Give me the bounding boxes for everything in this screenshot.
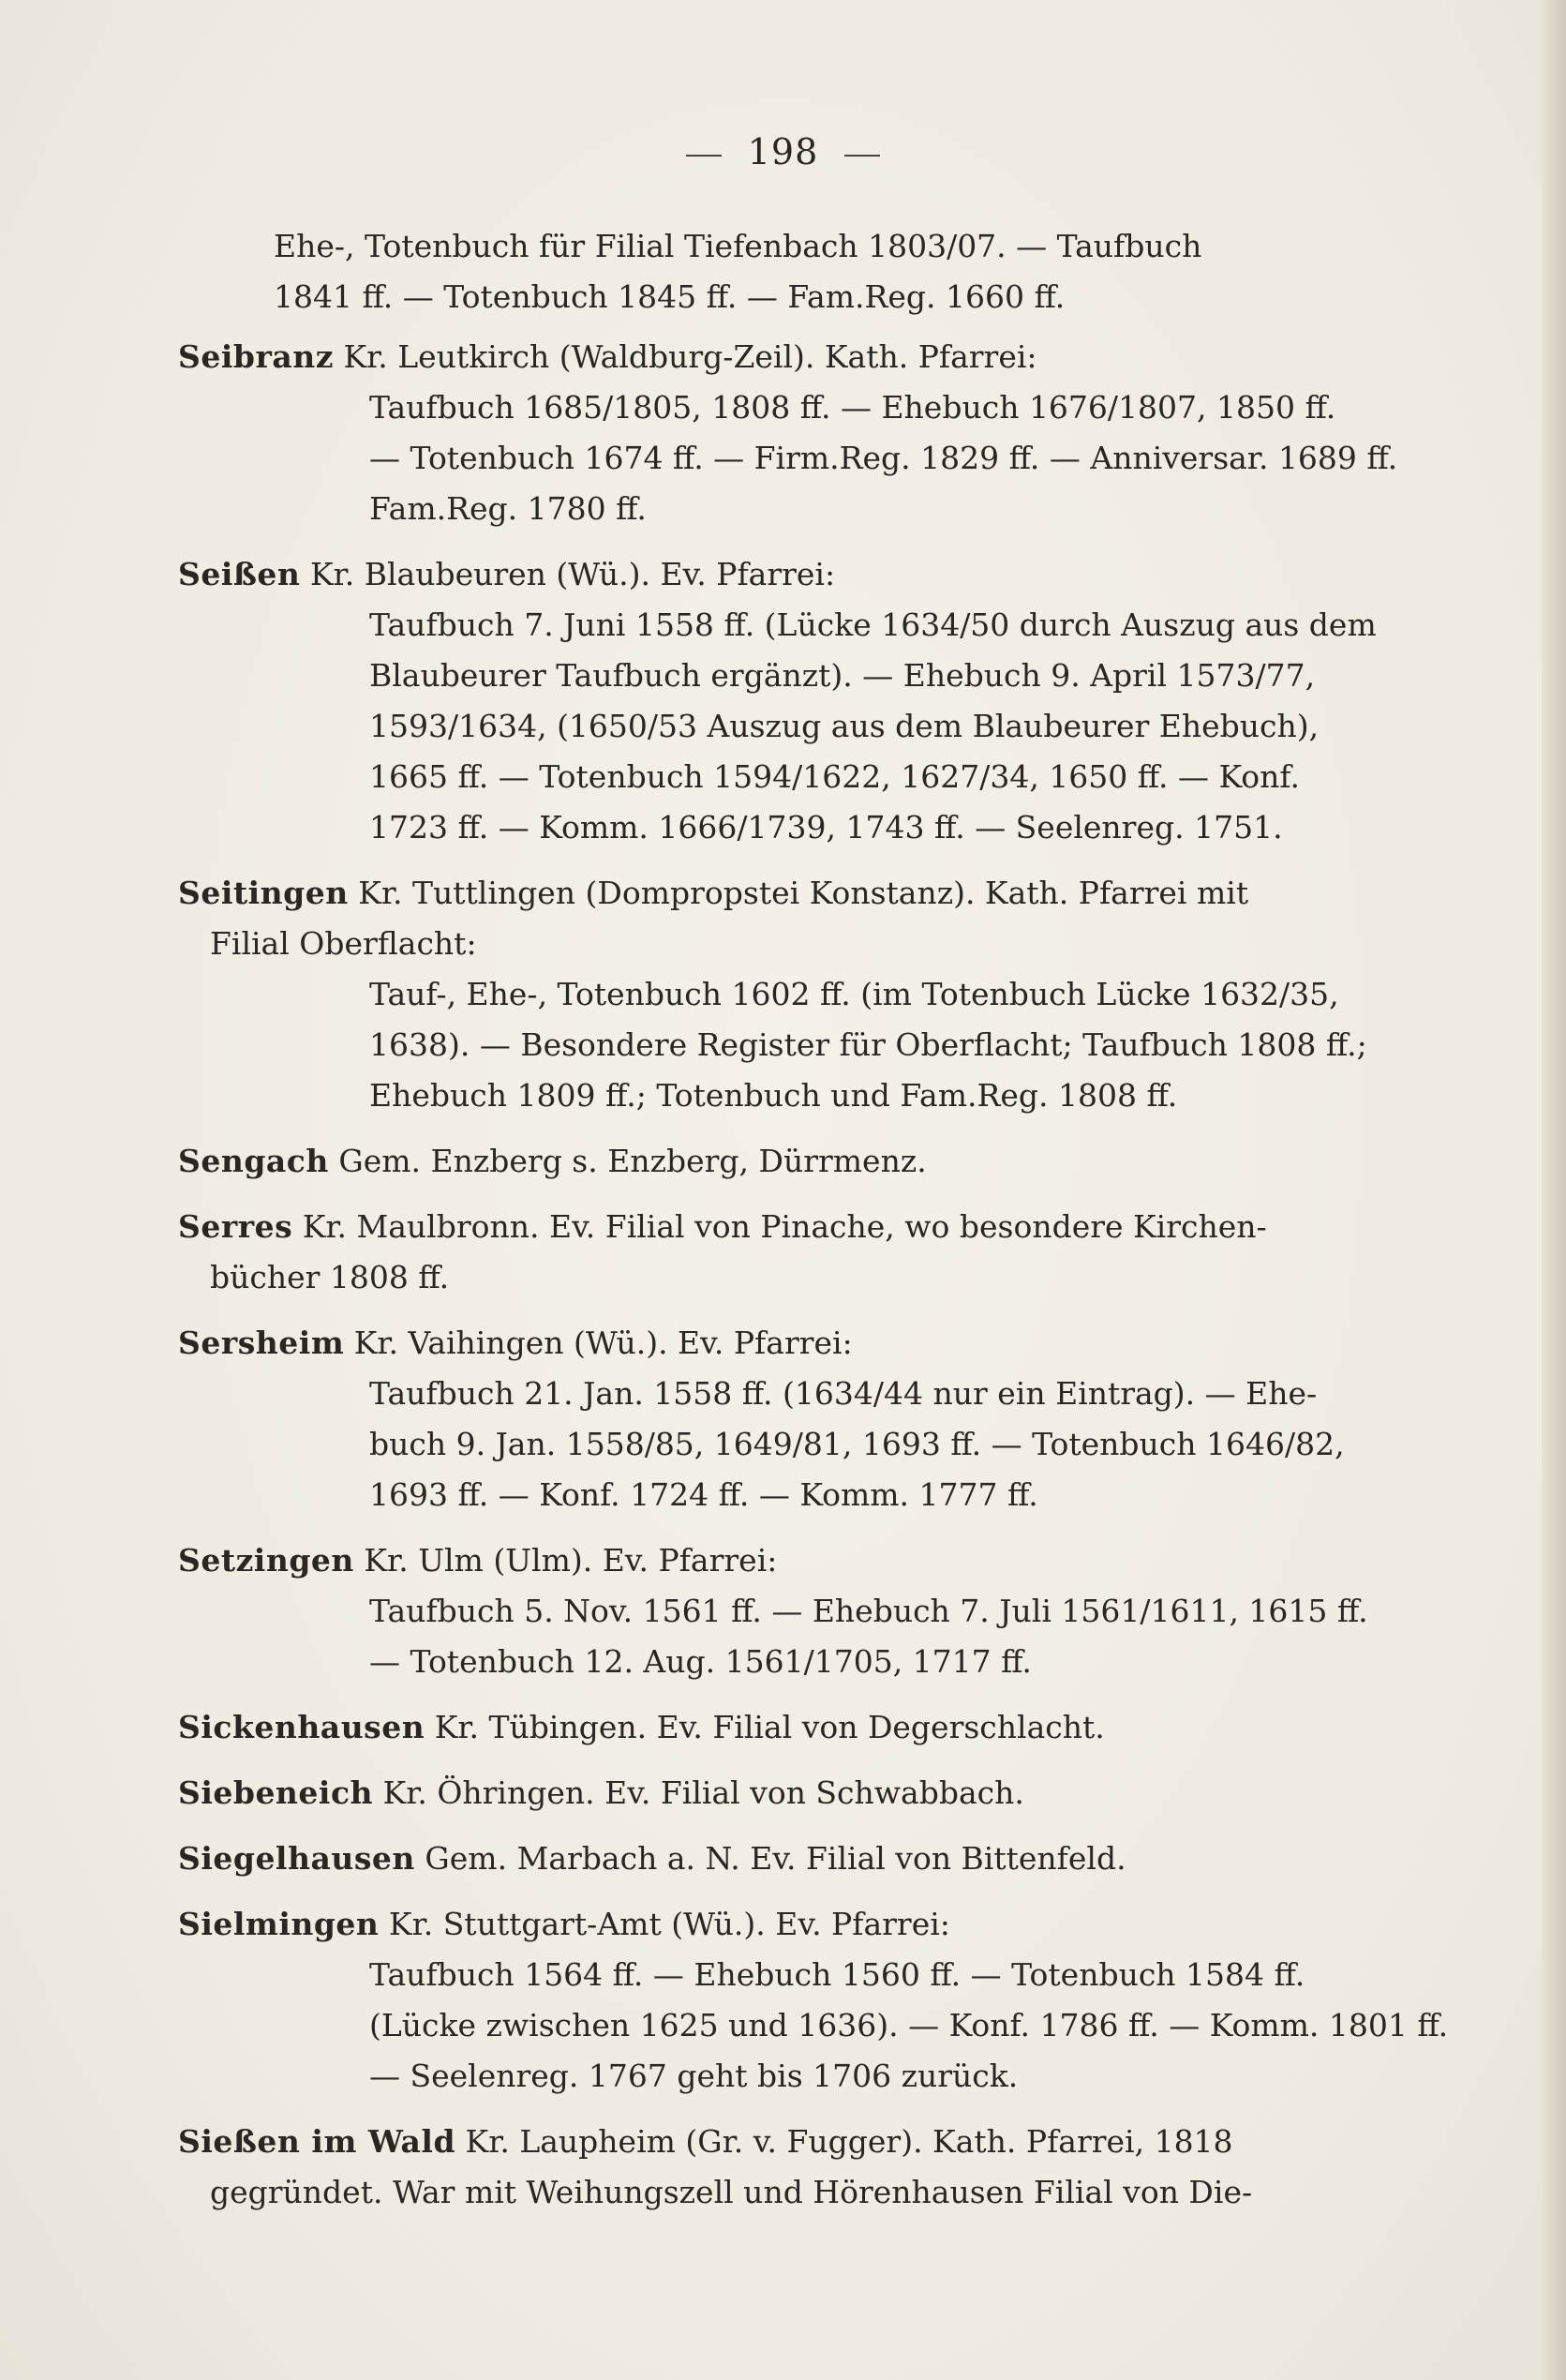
- entry-first-line: Kr. Blaubeuren (Wü.). Ev. Pfarrei:: [309, 556, 836, 592]
- register-entries: [178, 221, 1449, 2233]
- entry-line: — Totenbuch 1674 ff. — Firm.Reg. 1829 ff. — Anniversar. 1689 ff.: [369, 440, 1398, 476]
- entry-seibranz: [178, 332, 1398, 534]
- entry-line: 1841 ff. — Totenbuch 1845 ff. — Fam.Reg. 1660 ff.: [274, 278, 1066, 315]
- entry-head-line: [178, 2117, 1387, 2167]
- entry-setzingen: [178, 1535, 1387, 1687]
- entry-line: 1693 ff. — Konf. 1724 ff. — Komm. 1777 ff.: [369, 1476, 1038, 1513]
- entry-sersheim: [178, 1318, 1387, 1520]
- entry-seissen: [178, 549, 1387, 853]
- entry-head-line: [178, 1202, 1387, 1252]
- entry-head-line: [178, 1834, 1387, 1884]
- entry-line: 1665 ff. — Totenbuch 1594/1622, 1627/34, 1650 ff. — Konf.: [369, 758, 1300, 795]
- entry-line: Tauf-, Ehe-, Totenbuch 1602 ff. (im Totenbuch Lücke 1632/35,: [369, 976, 1339, 1012]
- entry-name: Serres: [178, 1208, 293, 1245]
- entry-first-line: Kr. Vaihingen (Wü.). Ev. Pfarrei:: [353, 1325, 853, 1361]
- entry-line: Ehe-, Totenbuch für Filial Tiefenbach 1803/07. — Taufbuch: [274, 228, 1202, 264]
- entry-name: Siebeneich: [178, 1774, 374, 1811]
- entry-head-line: [178, 1136, 1387, 1187]
- entry-line: Taufbuch 1564 ff. — Ehebuch 1560 ff. — Totenbuch 1584 ff.: [369, 1956, 1305, 1993]
- entry-siebeneich: [178, 1768, 1387, 1819]
- entry-siegelhausen: [178, 1834, 1387, 1884]
- entry-line: Ehebuch 1809 ff.; Totenbuch und Fam.Reg. 1808 ff.: [369, 1077, 1178, 1114]
- entry-line: 1593/1634, (1650/53 Auszug aus dem Blaubeurer Ehebuch),: [369, 708, 1320, 744]
- entry-line: (Lücke zwischen 1625 und 1636). — Konf. 1786 ff. — Komm. 1801 ff.: [369, 2007, 1449, 2043]
- entry-first-line: Gem. Marbach a. N. Ev. Filial von Bittenfeld.: [425, 1840, 1126, 1877]
- entry-name: Setzingen: [178, 1542, 354, 1579]
- entry-head-line: [178, 1768, 1387, 1819]
- entry-line: Taufbuch 5. Nov. 1561 ff. — Ehebuch 7. Juli 1561/1611, 1615 ff.: [369, 1593, 1368, 1629]
- entry-sickenhausen: [178, 1702, 1387, 1753]
- entry-first-line: Kr. Laupheim (Gr. v. Fugger). Kath. Pfarrei, 1818: [465, 2123, 1233, 2160]
- entry-first-line: Kr. Leutkirch (Waldburg-Zeil). Kath. Pfarrei:: [343, 338, 1037, 375]
- entry-first-line-cont: bücher 1808 ff.: [210, 1259, 450, 1295]
- entry-line: Taufbuch 1685/1805, 1808 ff. — Ehebuch 1676/1807, 1850 ff.: [369, 389, 1336, 426]
- page-edge-shadow: [1542, 0, 1566, 2380]
- entry-name: Sickenhausen: [178, 1709, 425, 1745]
- entry-head-line: [178, 1702, 1387, 1753]
- entry-name: Seibranz: [178, 338, 334, 375]
- page-header: [0, 131, 1566, 172]
- entry-line: — Seelenreg. 1767 geht bis 1706 zurück.: [369, 2058, 1019, 2094]
- header-dash-right: [844, 155, 880, 157]
- entry-head-line: [178, 1899, 1387, 1950]
- entry-first-line: Kr. Ulm (Ulm). Ev. Pfarrei:: [364, 1542, 778, 1579]
- entry-seitingen: [178, 868, 1387, 1121]
- entry-head-line: [178, 868, 1387, 919]
- entry-name: Seißen: [178, 556, 301, 592]
- header-dash-left: [686, 155, 722, 157]
- entry-line: 1723 ff. — Komm. 1666/1739, 1743 ff. — Seelenreg. 1751.: [369, 809, 1283, 846]
- entry-name: Sielmingen: [178, 1906, 380, 1942]
- entry-line: Fam.Reg. 1780 ff.: [369, 490, 647, 527]
- entry-line: Taufbuch 21. Jan. 1558 ff. (1634/44 nur ein Eintrag). — Ehe-: [369, 1375, 1318, 1412]
- entry-name: Siegelhausen: [178, 1840, 415, 1877]
- entry-head-line: [178, 1535, 1387, 1586]
- entry-line: Taufbuch 7. Juni 1558 ff. (Lücke 1634/50 durch Auszug aus dem: [369, 606, 1377, 643]
- entry-serres: [178, 1202, 1387, 1303]
- entry-first-line: Kr. Tuttlingen (Dompropstei Konstanz). Kath. Pfarrei mit: [358, 875, 1249, 911]
- entry-first-line-cont: Filial Oberflacht:: [210, 925, 477, 962]
- entry-line: buch 9. Jan. 1558/85, 1649/81, 1693 ff. — Totenbuch 1646/82,: [369, 1426, 1345, 1462]
- entry-continuation: [178, 221, 1387, 322]
- entry-siessen-im-wald: [178, 2117, 1387, 2218]
- entry-line: — Totenbuch 12. Aug. 1561/1705, 1717 ff.: [369, 1643, 1032, 1680]
- page-number: 198: [747, 131, 819, 172]
- entry-head-line: [178, 549, 1387, 600]
- entry-sengach: [178, 1136, 1387, 1187]
- entry-first-line: Kr. Öhringen. Ev. Filial von Schwabbach.: [382, 1774, 1024, 1811]
- entry-head-line: [178, 332, 1387, 382]
- entry-sielmingen: [178, 1899, 1449, 2102]
- entry-first-line-cont: gegründet. War mit Weihungszell und Hörenhausen Filial von Die-: [210, 2174, 1253, 2210]
- entry-name: Seitingen: [178, 875, 349, 911]
- entry-first-line: Kr. Maulbronn. Ev. Filial von Pinache, wo besondere Kirchen-: [302, 1208, 1267, 1245]
- entry-first-line: Kr. Tübingen. Ev. Filial von Degerschlacht.: [434, 1709, 1105, 1745]
- entry-first-line: Gem. Enzberg s. Enzberg, Dürrmenz.: [338, 1143, 927, 1179]
- entry-name: Sießen im Wald: [178, 2123, 456, 2160]
- entry-name: Sengach: [178, 1143, 329, 1179]
- entry-first-line: Kr. Stuttgart-Amt (Wü.). Ev. Pfarrei:: [388, 1906, 950, 1942]
- entry-line: 1638). — Besondere Register für Oberflacht; Taufbuch 1808 ff.;: [369, 1026, 1367, 1063]
- entry-line: Blaubeurer Taufbuch ergänzt). — Ehebuch 9. April 1573/77,: [369, 657, 1316, 694]
- entry-head-line: [178, 1318, 1387, 1369]
- entry-name: Sersheim: [178, 1325, 345, 1361]
